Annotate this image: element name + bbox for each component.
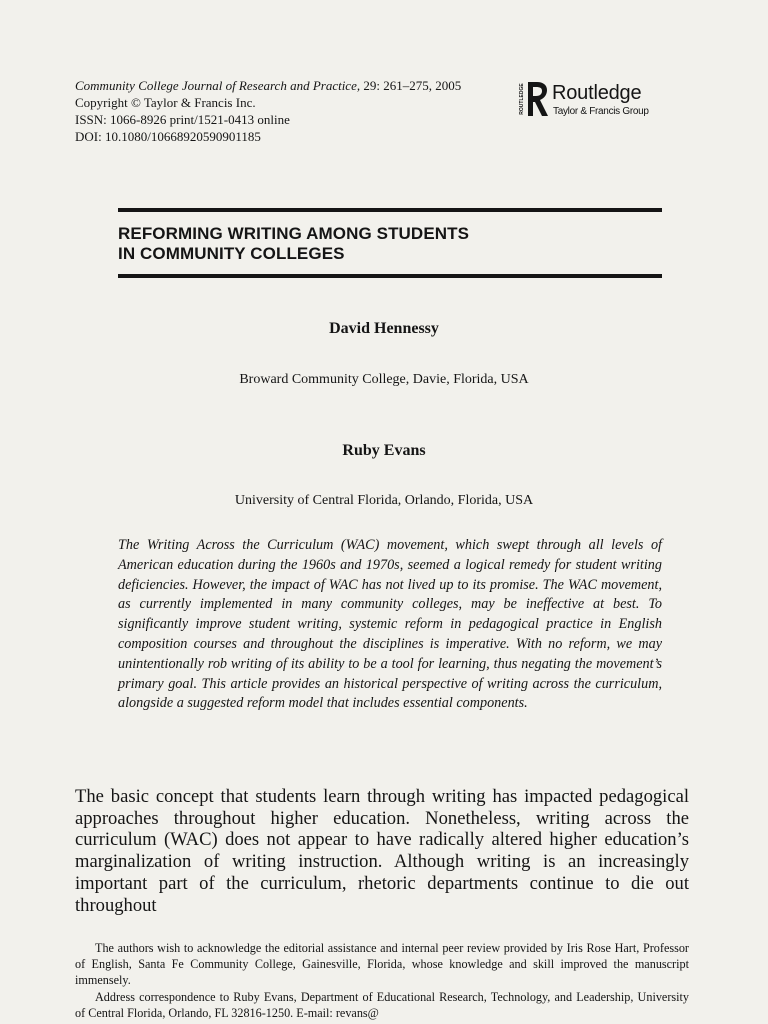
body-paragraph: The basic concept that students learn through writing has impacted pedagogical approaches throughout higher education. Nonetheless, writing across the curriculum (WAC) does not appear to have radically altered higher education’s marginalization of writing instruction. Although writing is an increasingly important part of the curriculum, rhetoric departments continue to die out throughout xyxy=(75,786,689,916)
journal-name: Community College Journal of Research and Practice, xyxy=(75,78,361,93)
author-affiliation: University of Central Florida, Orlando, Florida, USA xyxy=(234,493,534,508)
journal-volume-pages: 29: 261–275, 2005 xyxy=(360,78,462,93)
title-line-2: IN COMMUNITY COLLEGES xyxy=(118,244,345,263)
publisher-logo xyxy=(518,80,678,120)
acknowledgment-footnote: The authors wish to acknowledge the editorial assistance and internal peer review provided by Iris Rose Hart, Professor of English, Santa Fe Community College, Gainesville, Florida, whose knowledge and skill improved the manuscript immensely. xyxy=(75,941,689,988)
issn-line: ISSN: 1066-8926 print/1521-0413 online xyxy=(75,112,290,127)
publisher-group: Taylor & Francis Group xyxy=(553,106,649,117)
correspondence-footnote: Address correspondence to Ruby Evans, Department of Educational Research, Technology, and Leadership, University of Central Florida, Orlando, FL 32816-1250. E-mail: revans@ xyxy=(75,989,689,1020)
publisher-vertical-mark: ROUTLEDGE xyxy=(519,83,525,115)
publisher-name: Routledge xyxy=(552,82,642,104)
copyright-line: Copyright © Taylor & Francis Inc. xyxy=(75,95,256,110)
journal-citation-line xyxy=(75,77,515,94)
footnotes xyxy=(75,940,689,1021)
author-name: David Hennessy xyxy=(329,320,439,337)
title-line-1: REFORMING WRITING AMONG STUDENTS xyxy=(118,224,470,243)
author-affiliation: Broward Community College, Davie, Florida, USA xyxy=(239,372,529,387)
abstract: The Writing Across the Curriculum (WAC) movement, which swept through all levels of American education during the 1960s and 1970s, seemed a logical remedy for student writing deficiencies. However, the impact of WAC has not lived up to its promise. The WAC movement, as currently implemented in many community colleges, may be ineffective at best. To significantly improve student writing, systemic reform in pedagogical practice in English composition courses and throughout the disciplines is imperative. With no reform, we may unintentionally rob writing of its ability to be a tool for learning, thus negating the movement’s primary goal. This article provides an historical perspective of writing across the curriculum, alongside a suggested reform model that includes essential components. xyxy=(118,537,662,712)
routledge-logo-icon xyxy=(518,80,548,118)
journal-info xyxy=(75,77,515,145)
author-name: Ruby Evans xyxy=(342,442,426,459)
doi-line: DOI: 10.1080/10668920590901185 xyxy=(75,129,261,144)
title-bottom-rule xyxy=(118,274,662,278)
article-title xyxy=(118,224,662,264)
title-top-rule xyxy=(118,208,662,212)
